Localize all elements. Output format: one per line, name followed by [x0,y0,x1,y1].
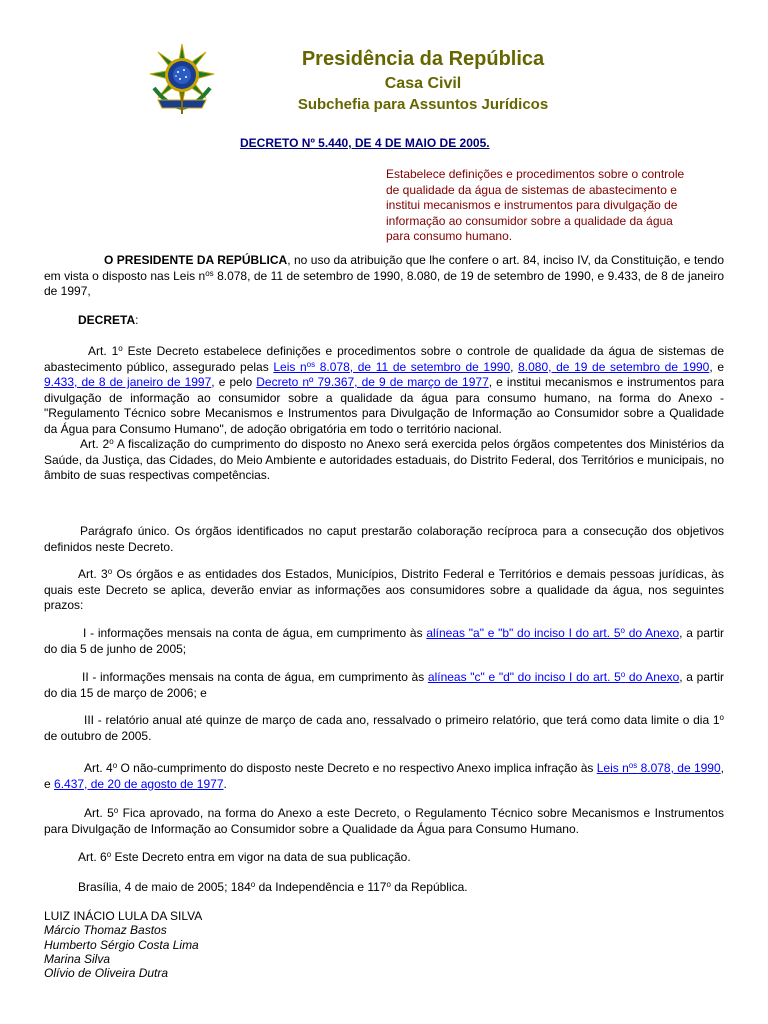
link-lei-9433-1997[interactable]: 9.433, de 8 de janeiro de 1997 [44,375,212,389]
article-1: Art. 1$^o$ Este Decreto estabelece definições e procedimentos sobre o controle de qualidade da água de sistemas de abastecimento público, assegurado pelas Leis $n^{os}$ 8.078, de 11 de setembro de 1990, 8.080, de 19 de setembro de 1990, e 9.433, de 8 de janeiro de 1997, e pelo Decreto nº 79.367, de 9 de março de 1977, e institui mecanismos e instrumentos para divulgação de informação ao consumidor sobre a qualidade da água para consumo humano, na forma do Anexo - "Regulamento Técnico sobre Mecanismos e Instrumentos para Divulgação de Informação ao Consumidor sobre a Qualidade da Água para Consumo Humano", de adoção obrigatória em todo o território nacional. [44,344,724,436]
summary-line: informação ao consumidor sobre a qualidade da água [386,213,673,228]
signature-minister: Marina Silva [44,952,111,966]
article-2: Art. 2$^o$ A fiscalização do cumprimento do disposto no Anexo será exercida pelos órgãos competentes dos Ministérios da Saúde, da Justiça, das Cidades, do Meio Ambiente e autoridades estaduais, do Distrito Federal, dos Territórios e municipais, no âmbito de suas respectivas competências. [44,437,724,482]
header-subunit: Subchefia para Assuntos Jurídicos [297,96,549,113]
link-lei-6437-1977[interactable]: 6.437, de 20 de agosto de 1977 [54,776,224,791]
decreta-line: DECRETA: [78,313,139,327]
article-6: Art. 6$^o$ Este Decreto entra em vigor na data de sua publicação. [78,850,411,864]
article-5: Art. 5$^o$ Fica aprovado, na forma do Anexo a este Decreto, o Regulamento Técnico sobre Mecanismos e Instrumentos para Divulgação de Informação ao Consumidor sobre a Qualidade da Água para Consumo Humano. [44,806,724,836]
link-alineas-a-b[interactable]: alíneas "a" e "b" do inciso I do art. 5$^o$ do Anexo [426,626,680,640]
signature-minister: Humberto Sérgio Costa Lima [44,938,199,952]
header-org: Presidência da República [301,48,545,70]
link-leis-8078-1990[interactable]: Leis $n^{os}$ 8.078, de 11 de setembro de 1990 [273,359,511,374]
signature-minister: Márcio Thomaz Bastos [44,923,167,937]
signature-president: LUIZ INÁCIO LULA DA SILVA [44,909,203,923]
link-lei-8080-1990[interactable]: 8.080, de 19 de setembro de 1990 [518,359,710,374]
article-4: Art. 4$^o$ O não-cumprimento do disposto neste Decreto e no respectivo Anexo implica infração às Leis $n^{os}$ 8.078, de 1990, e 6.437, de 20 de agosto de 1977. [44,761,724,791]
inciso-2: II - informações mensais na conta de água, em cumprimento às alíneas "c" e "d" do inciso I do art. 5$^o$ do Anexo, a partir do dia 15 de março de 2006; e [44,670,724,700]
preamble-lead: O PRESIDENTE DA REPÚBLICA [104,253,288,267]
summary-line: institui mecanismos e instrumentos para divulgação de [386,198,678,212]
link-leis-8078-1990-art4[interactable]: Leis $n^{os}$ 8.078, de 1990 [596,761,721,775]
preamble: O PRESIDENTE DA REPÚBLICA, no uso da atribuição que lhe confere o art. 84, inciso IV, da Constituição, e tendo em vista o disposto nas Leis $n^{os}$ 8.078, de 11 de setembro de 1990, 8.080, de 19 de setembro de 1990, e 9.433, de 8 de janeiro de 1997, [44,253,724,298]
summary-line: de qualidade da água de sistemas de abastecimento e [386,182,677,197]
decreta-label: DECRETA [78,313,136,327]
article-3: Art. 3$^o$ Os órgãos e as entidades dos Estados, Municípios, Distrito Federal e Territórios e demais pessoas jurídicas, às quais este Decreto se aplica, deverão enviar as informações aos consumidores sobre a qualidade da água, nos seguintes prazos: [44,567,724,612]
link-decreto-79367-1977[interactable]: Decreto nº 79.367, de 9 de março de 1977 [256,375,489,389]
link-alineas-c-d[interactable]: alíneas "c" e "d" do inciso I do art. 5$^o$ do Anexo [427,670,680,684]
inciso-1: I - informações mensais na conta de água, em cumprimento às alíneas "a" e "b" do inciso I do art. 5$^o$ do Anexo, a partir do dia 5 de junho de 2005; [44,626,724,656]
summary-line: Estabelece definições e procedimentos sobre o controle [386,167,685,181]
summary-line: para consumo humano. [386,229,513,243]
closing-date: Brasília, 4 de maio de 2005; 184$^o$ da Independência e 117$^o$ da República. [78,880,468,894]
brazil-coat-of-arms [148,42,216,116]
decree-summary [386,167,724,245]
signature-minister: Olívio de Oliveira Dutra [44,966,169,980]
paragraph-single: Parágrafo único. Os órgãos identificados no caput prestarão colaboração recíproca para a consecução dos objetivos definidos neste Decreto. [44,524,724,554]
decree-title: DECRETO Nº 5.440, DE 4 DE MAIO DE 2005. [240,136,490,150]
inciso-3: III - relatório anual até quinze de março de cada ano, ressalvado o primeiro relatório, que terá como data limite o dia 1$^o$ de outubro de 2005. [44,713,724,743]
header-unit: Casa Civil [384,75,462,92]
